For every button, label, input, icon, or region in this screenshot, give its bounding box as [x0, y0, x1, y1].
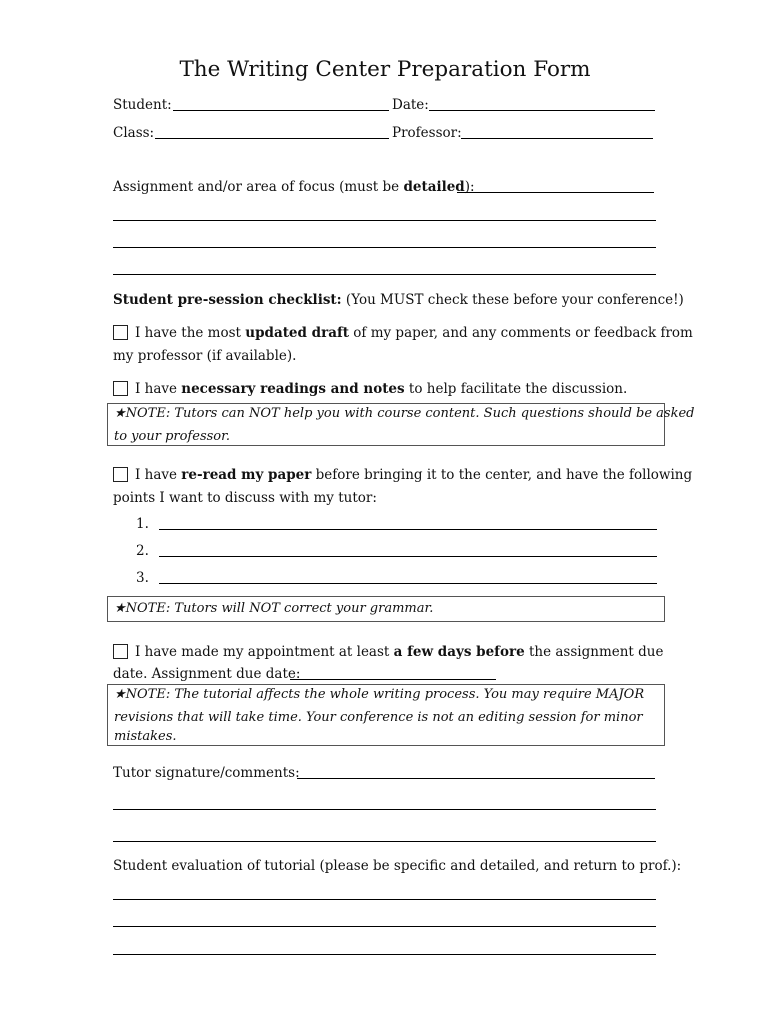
note-box-writing-process [107, 684, 665, 746]
note-text: revisions that will take time. Your conference is not an editing session for minor [114, 710, 643, 725]
student-field[interactable] [173, 110, 389, 111]
tutor-comments-line[interactable] [113, 809, 656, 810]
class-field[interactable] [155, 138, 389, 139]
student-label: Student: [113, 97, 172, 113]
evaluation-line[interactable] [113, 926, 656, 927]
due-date-label: date. Assignment due date: [113, 666, 301, 682]
point-field[interactable] [159, 583, 657, 584]
checklist-item-label: I have the most updated draft of my paper, and any comments or feedback from [135, 325, 693, 341]
point-number: 1. [136, 516, 149, 532]
note-text: mistakes. [114, 729, 177, 744]
checklist-item-continuation: my professor (if available). [113, 348, 297, 364]
note-box-grammar [107, 596, 665, 622]
class-label: Class: [113, 125, 155, 141]
tutor-signature-label: Tutor signature/comments: [113, 765, 300, 781]
due-date-field[interactable] [290, 679, 496, 680]
point-number: 3. [136, 570, 149, 586]
checklist-heading: Student pre-session checklist: (You MUST check these before your conference!) [113, 292, 684, 308]
assignment-field[interactable] [457, 192, 654, 193]
checkbox-updated-draft[interactable] [113, 325, 128, 340]
tutor-comments-line[interactable] [113, 841, 656, 842]
checkbox-reread-paper[interactable] [113, 467, 128, 482]
note-text: to your professor. [114, 429, 231, 444]
professor-field[interactable] [461, 138, 653, 139]
evaluation-line[interactable] [113, 899, 656, 900]
note-box-course-content [107, 403, 695, 446]
checklist-item-label: I have necessary readings and notes to help facilitate the discussion. [135, 381, 628, 397]
assignment-line[interactable] [113, 247, 656, 248]
assignment-label: Assignment and/or area of focus (must be detailed): [113, 179, 475, 195]
checklist-item-label: I have re-read my paper before bringing it to the center, and have the following [135, 467, 693, 483]
tutor-signature-field[interactable] [297, 778, 655, 779]
evaluation-line[interactable] [113, 954, 656, 955]
date-label: Date: [392, 97, 429, 113]
checklist-item-label: I have made my appointment at least a few days before the assignment due [135, 644, 664, 660]
point-field[interactable] [159, 556, 657, 557]
point-number: 2. [136, 543, 149, 559]
note-text: ★NOTE: The tutorial affects the whole writing process. You may require MAJOR [114, 687, 645, 702]
point-field[interactable] [159, 529, 657, 530]
assignment-line[interactable] [113, 274, 656, 275]
assignment-line[interactable] [113, 220, 656, 221]
professor-label: Professor: [392, 125, 462, 141]
checkbox-appointment[interactable] [113, 644, 128, 659]
note-text: ★NOTE: Tutors can NOT help you with course content. Such questions should be asked [114, 406, 695, 421]
note-text: ★NOTE: Tutors will NOT correct your grammar. [114, 601, 434, 616]
date-field[interactable] [429, 110, 655, 111]
checkbox-readings-notes[interactable] [113, 381, 128, 396]
evaluation-label: Student evaluation of tutorial (please be specific and detailed, and return to prof.): [113, 858, 682, 874]
checklist-item-continuation: points I want to discuss with my tutor: [113, 490, 377, 506]
page-title: The Writing Center Preparation Form [179, 57, 591, 82]
